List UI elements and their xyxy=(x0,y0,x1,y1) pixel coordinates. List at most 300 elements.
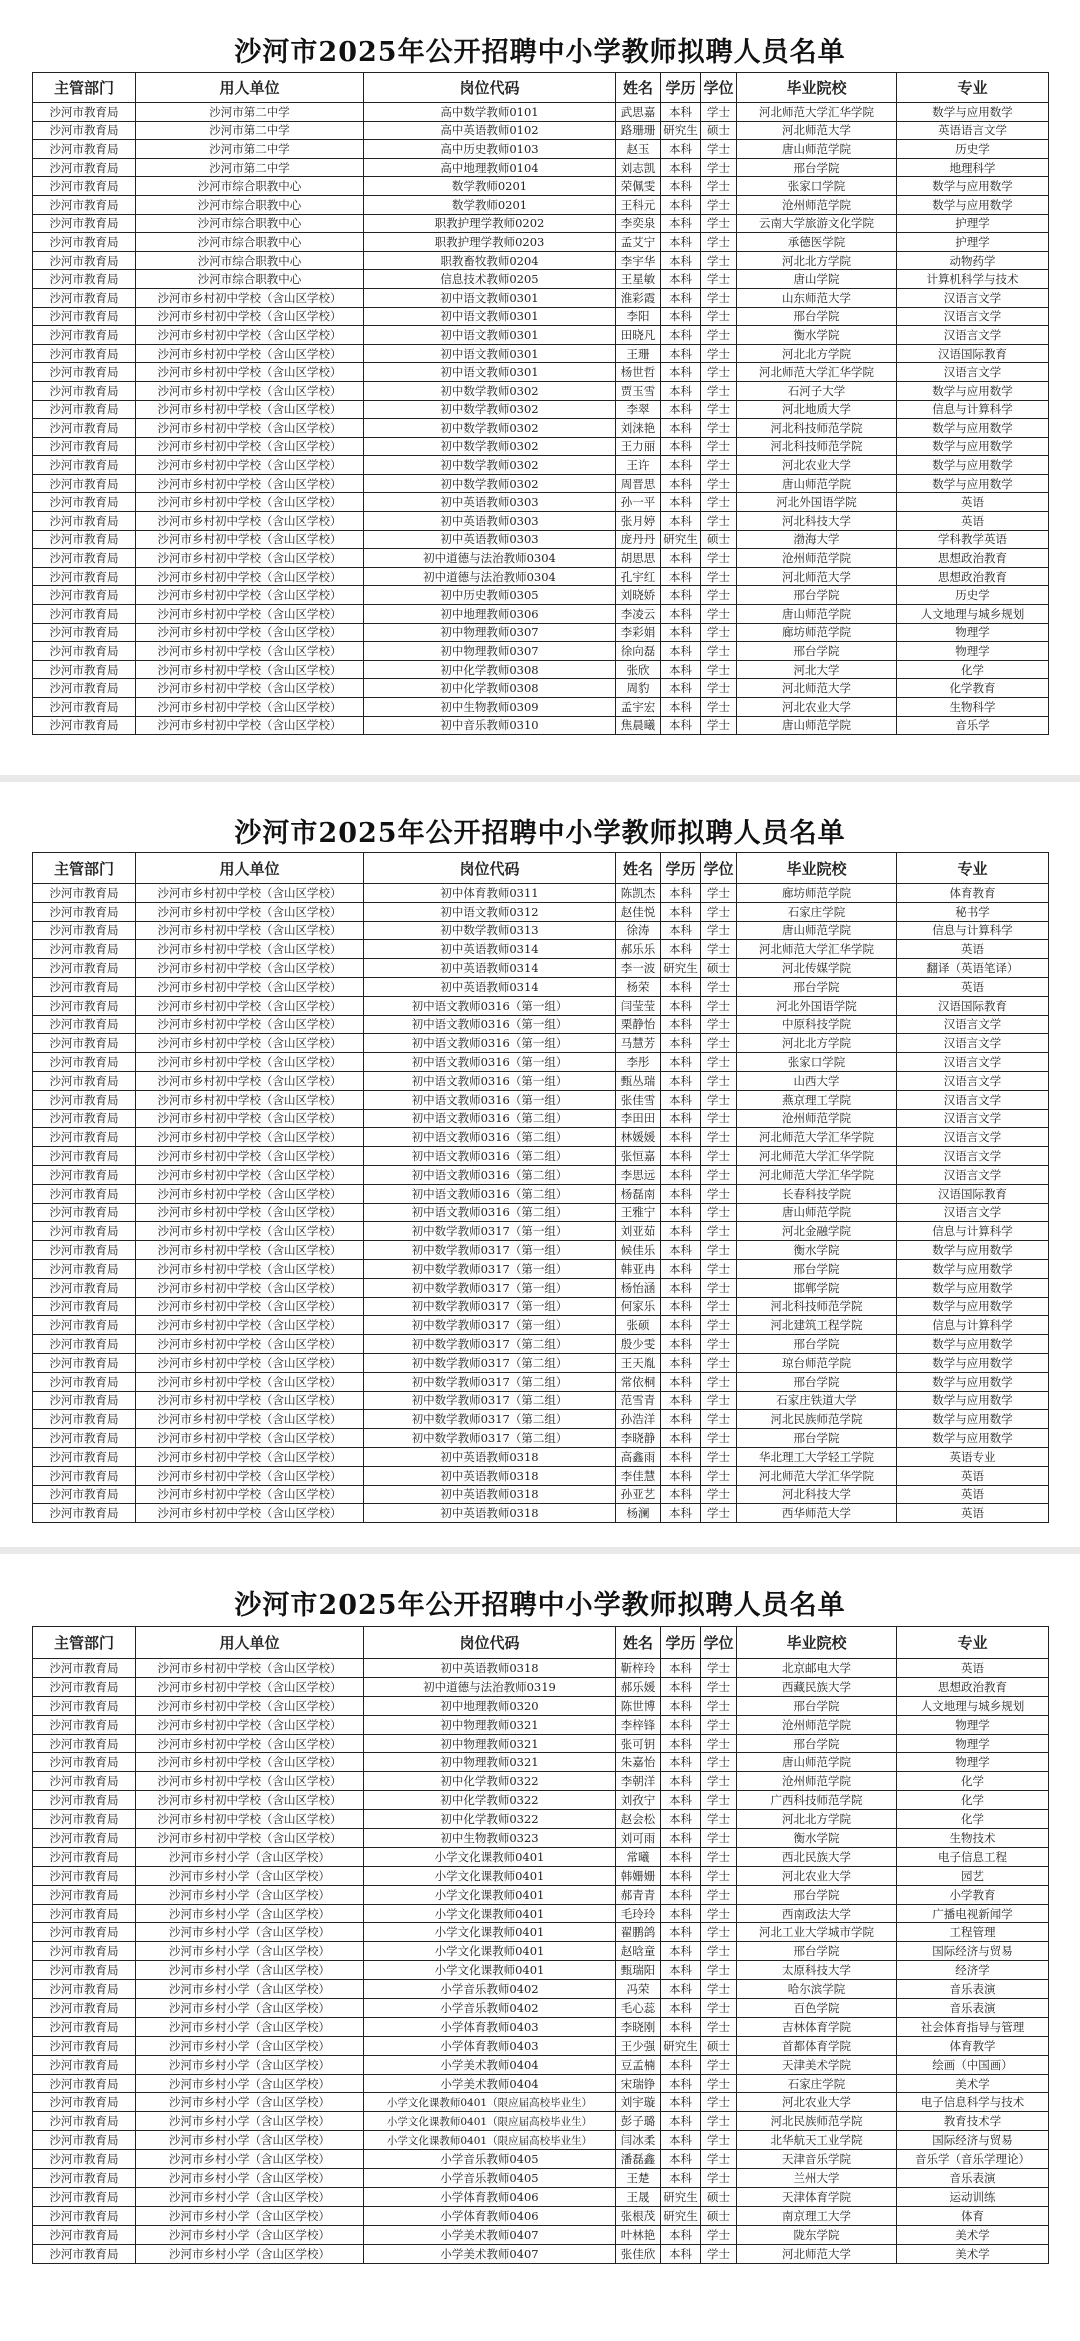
col-department: 沙河市教育局 xyxy=(33,1410,136,1429)
col-name: 李阳 xyxy=(616,307,661,326)
col-position-code: 初中英语教师0303 xyxy=(364,530,616,549)
col-education: 本科 xyxy=(661,1429,701,1448)
col-employer: 沙河市乡村初中学校（含山区学校） xyxy=(136,940,364,959)
col-employer: 沙河市乡村初中学校（含山区学校） xyxy=(136,902,364,921)
table-row xyxy=(33,512,1049,531)
col-degree: 学士 xyxy=(701,493,737,512)
col-position-code: 初中数学教师0317（第二组） xyxy=(364,1335,616,1354)
col-name: 焦晨曦 xyxy=(616,716,661,735)
col-name: 张佳雪 xyxy=(616,1090,661,1109)
col-name: 陈世博 xyxy=(616,1696,661,1715)
col-name: 毛心蕊 xyxy=(616,1999,661,2018)
col-school: 兰州大学 xyxy=(737,2169,897,2188)
col-school: 河北科技师范学院 xyxy=(737,1297,897,1316)
col-position-code: 初中英语教师0318 xyxy=(364,1504,616,1523)
col-employer: 沙河市乡村小学（含山区学校） xyxy=(136,2055,364,2074)
col-education: 本科 xyxy=(661,474,701,493)
table-row xyxy=(33,605,1049,624)
col-education: 本科 xyxy=(661,1278,701,1297)
col-degree: 学士 xyxy=(701,1335,737,1354)
table-row xyxy=(33,2017,1049,2036)
col-education: 本科 xyxy=(661,1885,701,1904)
table-row xyxy=(33,1278,1049,1297)
table-row xyxy=(33,233,1049,252)
col-degree: 学士 xyxy=(701,1466,737,1485)
col-employer: 沙河市乡村初中学校（含山区学校） xyxy=(136,567,364,586)
col-employer: 沙河市第二中学 xyxy=(136,158,364,177)
col-department: 沙河市教育局 xyxy=(33,2036,136,2055)
col-department: 沙河市教育局 xyxy=(33,698,136,717)
col-major: 护理学 xyxy=(897,233,1049,252)
col-position-code: 小学美术教师0407 xyxy=(364,2244,616,2263)
col-education: 本科 xyxy=(661,586,701,605)
col-school: 河北农业大学 xyxy=(737,456,897,475)
col-degree: 学士 xyxy=(701,902,737,921)
col-school: 河北北方学院 xyxy=(737,344,897,363)
col-major: 英语 xyxy=(897,1466,1049,1485)
col-position-code: 高中历史教师0103 xyxy=(364,140,616,159)
col-major: 化学 xyxy=(897,1772,1049,1791)
col-name: 彭子璐 xyxy=(616,2112,661,2131)
col-position-code: 初中英语教师0318 xyxy=(364,1466,616,1485)
col-major: 音乐学 xyxy=(897,716,1049,735)
col-employer: 沙河市第二中学 xyxy=(136,103,364,122)
col-school: 河北师范大学 xyxy=(737,567,897,586)
col-school: 邢台学院 xyxy=(737,1696,897,1715)
col-employer: 沙河市乡村初中学校（含山区学校） xyxy=(136,1278,364,1297)
col-education: 本科 xyxy=(661,158,701,177)
col-employer: 沙河市乡村初中学校（含山区学校） xyxy=(136,1485,364,1504)
col-education: 本科 xyxy=(661,233,701,252)
col-school: 河北师范大学 xyxy=(737,121,897,140)
col-department: 沙河市教育局 xyxy=(33,437,136,456)
header-row xyxy=(33,853,1049,884)
col-education: 本科 xyxy=(661,1259,701,1278)
col-name: 冯荣 xyxy=(616,1980,661,1999)
col-major: 汉语言文学 xyxy=(897,1090,1049,1109)
col-major: 电子信息科学与技术 xyxy=(897,2093,1049,2112)
table-row xyxy=(33,1447,1049,1466)
col-employer: 沙河市乡村初中学校（含山区学校） xyxy=(136,977,364,996)
col-department: 沙河市教育局 xyxy=(33,549,136,568)
col-name: 李晓静 xyxy=(616,1429,661,1448)
col-department: 沙河市教育局 xyxy=(33,2112,136,2131)
col-name: 王星敏 xyxy=(616,270,661,289)
col-school: 唐山师范学院 xyxy=(737,605,897,624)
col-major: 汉语言文学 xyxy=(897,326,1049,345)
col-department: 沙河市教育局 xyxy=(33,1034,136,1053)
table-row xyxy=(33,1109,1049,1128)
col-school: 西南政法大学 xyxy=(737,1904,897,1923)
col-degree: 学士 xyxy=(701,642,737,661)
col-degree: 学士 xyxy=(701,326,737,345)
col-school: 河北北方学院 xyxy=(737,1810,897,1829)
col-employer: 沙河市乡村初中学校（含山区学校） xyxy=(136,1659,364,1678)
col-name: 韩亚冉 xyxy=(616,1259,661,1278)
col-degree: 学士 xyxy=(701,2112,737,2131)
col-school: 邢台学院 xyxy=(737,586,897,605)
col-school: 天津音乐学院 xyxy=(737,2150,897,2169)
col-degree: 学士 xyxy=(701,1961,737,1980)
col-major: 国际经济与贸易 xyxy=(897,1942,1049,1961)
col-position-code: 初中道德与法治教师0319 xyxy=(364,1677,616,1696)
col-employer: 沙河市乡村初中学校（含山区学校） xyxy=(136,1734,364,1753)
table-row xyxy=(33,493,1049,512)
col-name: 王楚 xyxy=(616,2169,661,2188)
col-education: 本科 xyxy=(661,623,701,642)
col-education: 本科 xyxy=(661,605,701,624)
col-education: 本科 xyxy=(661,1015,701,1034)
col-education: 本科 xyxy=(661,1485,701,1504)
col-education: 本科 xyxy=(661,2055,701,2074)
col-major: 思想政治教育 xyxy=(897,567,1049,586)
col-degree: 学士 xyxy=(701,2131,737,2150)
col-position-code: 初中生物教师0323 xyxy=(364,1829,616,1848)
col-department: 沙河市教育局 xyxy=(33,1659,136,1678)
col-school: 石家庄铁道大学 xyxy=(737,1391,897,1410)
col-department: 沙河市教育局 xyxy=(33,1203,136,1222)
col-education: 本科 xyxy=(661,2112,701,2131)
col-degree: 学士 xyxy=(701,1942,737,1961)
col-school: 河北外国语学院 xyxy=(737,996,897,1015)
col-education: 本科 xyxy=(661,1222,701,1241)
col-name: 刘涞艳 xyxy=(616,419,661,438)
col-school: 邢台学院 xyxy=(737,977,897,996)
col-school: 西北民族大学 xyxy=(737,1847,897,1866)
col-position-code: 初中数学教师0302 xyxy=(364,437,616,456)
col-school: 河北大学 xyxy=(737,660,897,679)
col-department-header: 主管部门 xyxy=(33,73,136,103)
col-degree: 学士 xyxy=(701,1203,737,1222)
col-department: 沙河市教育局 xyxy=(33,1447,136,1466)
col-school: 河北师范大学汇华学院 xyxy=(737,1128,897,1147)
col-department: 沙河市教育局 xyxy=(33,121,136,140)
table-row xyxy=(33,586,1049,605)
col-name: 李翠 xyxy=(616,400,661,419)
col-education: 本科 xyxy=(661,493,701,512)
col-education: 本科 xyxy=(661,2074,701,2093)
col-position-code-header: 岗位代码 xyxy=(364,73,616,103)
col-school: 中原科技学院 xyxy=(737,1015,897,1034)
table-row xyxy=(33,1429,1049,1448)
col-name: 潘磊鑫 xyxy=(616,2150,661,2169)
col-education: 本科 xyxy=(661,363,701,382)
col-department: 沙河市教育局 xyxy=(33,474,136,493)
col-education: 本科 xyxy=(661,940,701,959)
col-major: 数学与应用数学 xyxy=(897,1391,1049,1410)
table-row xyxy=(33,2074,1049,2093)
header-row xyxy=(33,1627,1049,1659)
col-school: 邢台学院 xyxy=(737,158,897,177)
col-name: 闫冰柔 xyxy=(616,2131,661,2150)
col-employer: 沙河市乡村初中学校（含山区学校） xyxy=(136,1109,364,1128)
col-position-code: 初中化学教师0308 xyxy=(364,660,616,679)
col-education: 本科 xyxy=(661,921,701,940)
col-name: 路珊珊 xyxy=(616,121,661,140)
col-department: 沙河市教育局 xyxy=(33,1961,136,1980)
col-education: 本科 xyxy=(661,2093,701,2112)
col-degree: 学士 xyxy=(701,1278,737,1297)
col-major: 音乐学（音乐学理论） xyxy=(897,2150,1049,2169)
col-position-code: 初中物理教师0321 xyxy=(364,1753,616,1772)
col-education: 本科 xyxy=(661,1772,701,1791)
table-row xyxy=(33,1316,1049,1335)
col-degree: 学士 xyxy=(701,586,737,605)
col-department: 沙河市教育局 xyxy=(33,493,136,512)
table-row xyxy=(33,2093,1049,2112)
col-position-code: 初中英语教师0314 xyxy=(364,940,616,959)
col-degree: 学士 xyxy=(701,623,737,642)
col-major: 数学与应用数学 xyxy=(897,1410,1049,1429)
col-school: 北京邮电大学 xyxy=(737,1659,897,1678)
col-department: 沙河市教育局 xyxy=(33,623,136,642)
col-department: 沙河市教育局 xyxy=(33,1316,136,1335)
col-department: 沙河市教育局 xyxy=(33,1353,136,1372)
table-row xyxy=(33,1297,1049,1316)
col-position-code: 初中数学教师0302 xyxy=(364,381,616,400)
col-employer: 沙河市乡村小学（含山区学校） xyxy=(136,2150,364,2169)
col-major: 汉语国际教育 xyxy=(897,1184,1049,1203)
col-school: 邢台学院 xyxy=(737,1885,897,1904)
col-employer: 沙河市乡村小学（含山区学校） xyxy=(136,2131,364,2150)
col-degree: 学士 xyxy=(701,251,737,270)
col-name: 孙浩洋 xyxy=(616,1410,661,1429)
col-education: 本科 xyxy=(661,1677,701,1696)
col-name: 王雅宁 xyxy=(616,1203,661,1222)
col-position-code: 初中数学教师0317（第一组） xyxy=(364,1278,616,1297)
col-major: 生物技术 xyxy=(897,1829,1049,1848)
col-degree: 学士 xyxy=(701,1391,737,1410)
col-education: 本科 xyxy=(661,1810,701,1829)
table-row xyxy=(33,1485,1049,1504)
col-degree: 学士 xyxy=(701,1184,737,1203)
col-education: 本科 xyxy=(661,1071,701,1090)
col-position-code: 小学美术教师0404 xyxy=(364,2074,616,2093)
table-row xyxy=(33,456,1049,475)
table-row xyxy=(33,1410,1049,1429)
col-degree: 学士 xyxy=(701,474,737,493)
col-education: 本科 xyxy=(661,642,701,661)
col-name: 甄丛瑞 xyxy=(616,1071,661,1090)
col-degree: 硕士 xyxy=(701,530,737,549)
col-education: 本科 xyxy=(661,660,701,679)
table-row xyxy=(33,400,1049,419)
col-school: 渤海大学 xyxy=(737,530,897,549)
col-school: 承德医学院 xyxy=(737,233,897,252)
col-school: 石河子大学 xyxy=(737,381,897,400)
table-row xyxy=(33,140,1049,159)
col-department: 沙河市教育局 xyxy=(33,2093,136,2112)
col-employer: 沙河市乡村初中学校（含山区学校） xyxy=(136,1504,364,1523)
col-major: 物理学 xyxy=(897,1715,1049,1734)
col-school: 河北农业大学 xyxy=(737,698,897,717)
col-degree: 学士 xyxy=(701,1222,737,1241)
header-row xyxy=(33,73,1049,103)
col-employer: 沙河市乡村小学（含山区学校） xyxy=(136,1847,364,1866)
col-name: 候佳乐 xyxy=(616,1241,661,1260)
col-degree: 学士 xyxy=(701,1316,737,1335)
col-education: 本科 xyxy=(661,2150,701,2169)
table-row xyxy=(33,2244,1049,2263)
col-major: 数学与应用数学 xyxy=(897,1353,1049,1372)
col-department: 沙河市教育局 xyxy=(33,1772,136,1791)
col-education: 本科 xyxy=(661,1866,701,1885)
table-row xyxy=(33,2187,1049,2206)
col-department-header: 主管部门 xyxy=(33,853,136,884)
col-school: 西华师范大学 xyxy=(737,1504,897,1523)
col-major: 护理学 xyxy=(897,214,1049,233)
col-employer: 沙河市乡村初中学校（含山区学校） xyxy=(136,716,364,735)
col-department: 沙河市教育局 xyxy=(33,307,136,326)
col-degree: 学士 xyxy=(701,437,737,456)
col-department: 沙河市教育局 xyxy=(33,1904,136,1923)
col-school: 河北科技大学 xyxy=(737,512,897,531)
col-name: 杨澜 xyxy=(616,1504,661,1523)
col-name: 李朝洋 xyxy=(616,1772,661,1791)
col-position-code: 初中数学教师0317（第二组） xyxy=(364,1372,616,1391)
col-school: 唐山师范学院 xyxy=(737,921,897,940)
col-department: 沙河市教育局 xyxy=(33,1753,136,1772)
col-position-code: 初中数学教师0317（第一组） xyxy=(364,1241,616,1260)
col-employer: 沙河市乡村初中学校（含山区学校） xyxy=(136,1753,364,1772)
col-degree: 学士 xyxy=(701,2093,737,2112)
col-school: 廊坊师范学院 xyxy=(737,623,897,642)
col-major-header: 专业 xyxy=(897,73,1049,103)
col-employer: 沙河市乡村初中学校（含山区学校） xyxy=(136,1829,364,1848)
table-row xyxy=(33,103,1049,122)
col-education: 本科 xyxy=(661,400,701,419)
col-position-code: 初中英语教师0318 xyxy=(364,1659,616,1678)
col-degree: 学士 xyxy=(701,1734,737,1753)
col-name: 庞丹丹 xyxy=(616,530,661,549)
col-position-code: 初中语文教师0301 xyxy=(364,307,616,326)
col-major: 体育教学 xyxy=(897,2036,1049,2055)
col-major: 音乐表演 xyxy=(897,1999,1049,2018)
col-position-code: 初中音乐教师0310 xyxy=(364,716,616,735)
col-education: 本科 xyxy=(661,1847,701,1866)
col-major: 数学与应用数学 xyxy=(897,1278,1049,1297)
col-name: 王科元 xyxy=(616,195,661,214)
col-name: 甄瑞阳 xyxy=(616,1961,661,1980)
col-school: 河北师范大学 xyxy=(737,679,897,698)
col-major: 英语 xyxy=(897,512,1049,531)
table-row xyxy=(33,474,1049,493)
col-school: 河北科技师范学院 xyxy=(737,437,897,456)
col-department: 沙河市教育局 xyxy=(33,586,136,605)
col-position-code: 小学体育教师0406 xyxy=(364,2206,616,2225)
col-major: 数学与应用数学 xyxy=(897,1297,1049,1316)
col-department: 沙河市教育局 xyxy=(33,660,136,679)
col-position-code-header: 岗位代码 xyxy=(364,1627,616,1659)
col-department: 沙河市教育局 xyxy=(33,103,136,122)
col-major: 英语 xyxy=(897,977,1049,996)
col-degree: 学士 xyxy=(701,419,737,438)
col-employer: 沙河市乡村小学（含山区学校） xyxy=(136,2206,364,2225)
col-position-code: 初中物理教师0307 xyxy=(364,623,616,642)
col-department: 沙河市教育局 xyxy=(33,2169,136,2188)
table-row xyxy=(33,270,1049,289)
col-name: 郝乐乐 xyxy=(616,940,661,959)
col-degree: 学士 xyxy=(701,1772,737,1791)
col-name: 孙一平 xyxy=(616,493,661,512)
col-employer: 沙河市乡村初中学校（含山区学校） xyxy=(136,530,364,549)
col-education: 本科 xyxy=(661,177,701,196)
col-degree: 学士 xyxy=(701,140,737,159)
col-position-code: 初中语文教师0316（第二组） xyxy=(364,1165,616,1184)
table-row xyxy=(33,1335,1049,1354)
col-education: 本科 xyxy=(661,1109,701,1128)
col-name: 李凌云 xyxy=(616,605,661,624)
col-employer: 沙河市乡村初中学校（含山区学校） xyxy=(136,512,364,531)
col-education: 本科 xyxy=(661,1372,701,1391)
page-title: 沙河市2025年公开招聘中小学教师拟聘人员名单 xyxy=(234,818,846,849)
col-employer: 沙河市第二中学 xyxy=(136,140,364,159)
table-row xyxy=(33,1829,1049,1848)
col-department: 沙河市教育局 xyxy=(33,1999,136,2018)
col-major: 体育教育 xyxy=(897,884,1049,903)
col-education: 本科 xyxy=(661,1791,701,1810)
table-row xyxy=(33,1128,1049,1147)
col-school: 衡水学院 xyxy=(737,326,897,345)
col-position-code: 初中数学教师0313 xyxy=(364,921,616,940)
col-name-header: 姓名 xyxy=(616,73,661,103)
col-school: 河北科技师范学院 xyxy=(737,419,897,438)
col-degree: 学士 xyxy=(701,456,737,475)
col-department: 沙河市教育局 xyxy=(33,1829,136,1848)
col-employer-header: 用人单位 xyxy=(136,1627,364,1659)
table-row xyxy=(33,679,1049,698)
col-department: 沙河市教育局 xyxy=(33,940,136,959)
table-row xyxy=(33,1810,1049,1829)
col-employer: 沙河市乡村初中学校（含山区学校） xyxy=(136,1184,364,1203)
col-school: 邢台学院 xyxy=(737,1942,897,1961)
col-degree: 学士 xyxy=(701,1866,737,1885)
col-degree: 学士 xyxy=(701,288,737,307)
col-name: 何家乐 xyxy=(616,1297,661,1316)
col-name-header: 姓名 xyxy=(616,853,661,884)
col-school: 首都体育学院 xyxy=(737,2036,897,2055)
col-education: 研究生 xyxy=(661,2187,701,2206)
col-employer: 沙河市乡村小学（含山区学校） xyxy=(136,1999,364,2018)
col-employer: 沙河市乡村小学（含山区学校） xyxy=(136,2074,364,2093)
col-education: 本科 xyxy=(661,381,701,400)
col-name: 贾玉雪 xyxy=(616,381,661,400)
col-degree: 学士 xyxy=(701,2055,737,2074)
col-degree: 学士 xyxy=(701,1447,737,1466)
col-major: 经济学 xyxy=(897,1961,1049,1980)
col-education: 本科 xyxy=(661,1753,701,1772)
col-employer: 沙河市乡村初中学校（含山区学校） xyxy=(136,1772,364,1791)
col-department: 沙河市教育局 xyxy=(33,1810,136,1829)
table-row xyxy=(33,977,1049,996)
col-school-header: 毕业院校 xyxy=(737,73,897,103)
col-school: 唐山师范学院 xyxy=(737,716,897,735)
col-school: 邢台学院 xyxy=(737,1734,897,1753)
col-degree: 硕士 xyxy=(701,2036,737,2055)
col-major: 汉语言文学 xyxy=(897,1147,1049,1166)
col-department: 沙河市教育局 xyxy=(33,1222,136,1241)
table-row xyxy=(33,1753,1049,1772)
col-department: 沙河市教育局 xyxy=(33,959,136,978)
col-education: 本科 xyxy=(661,1829,701,1848)
col-education: 本科 xyxy=(661,1297,701,1316)
col-school-header: 毕业院校 xyxy=(737,853,897,884)
col-education: 本科 xyxy=(661,1034,701,1053)
col-education-header: 学历 xyxy=(661,73,701,103)
col-education: 本科 xyxy=(661,1923,701,1942)
col-education: 本科 xyxy=(661,2225,701,2244)
col-department: 沙河市教育局 xyxy=(33,1715,136,1734)
